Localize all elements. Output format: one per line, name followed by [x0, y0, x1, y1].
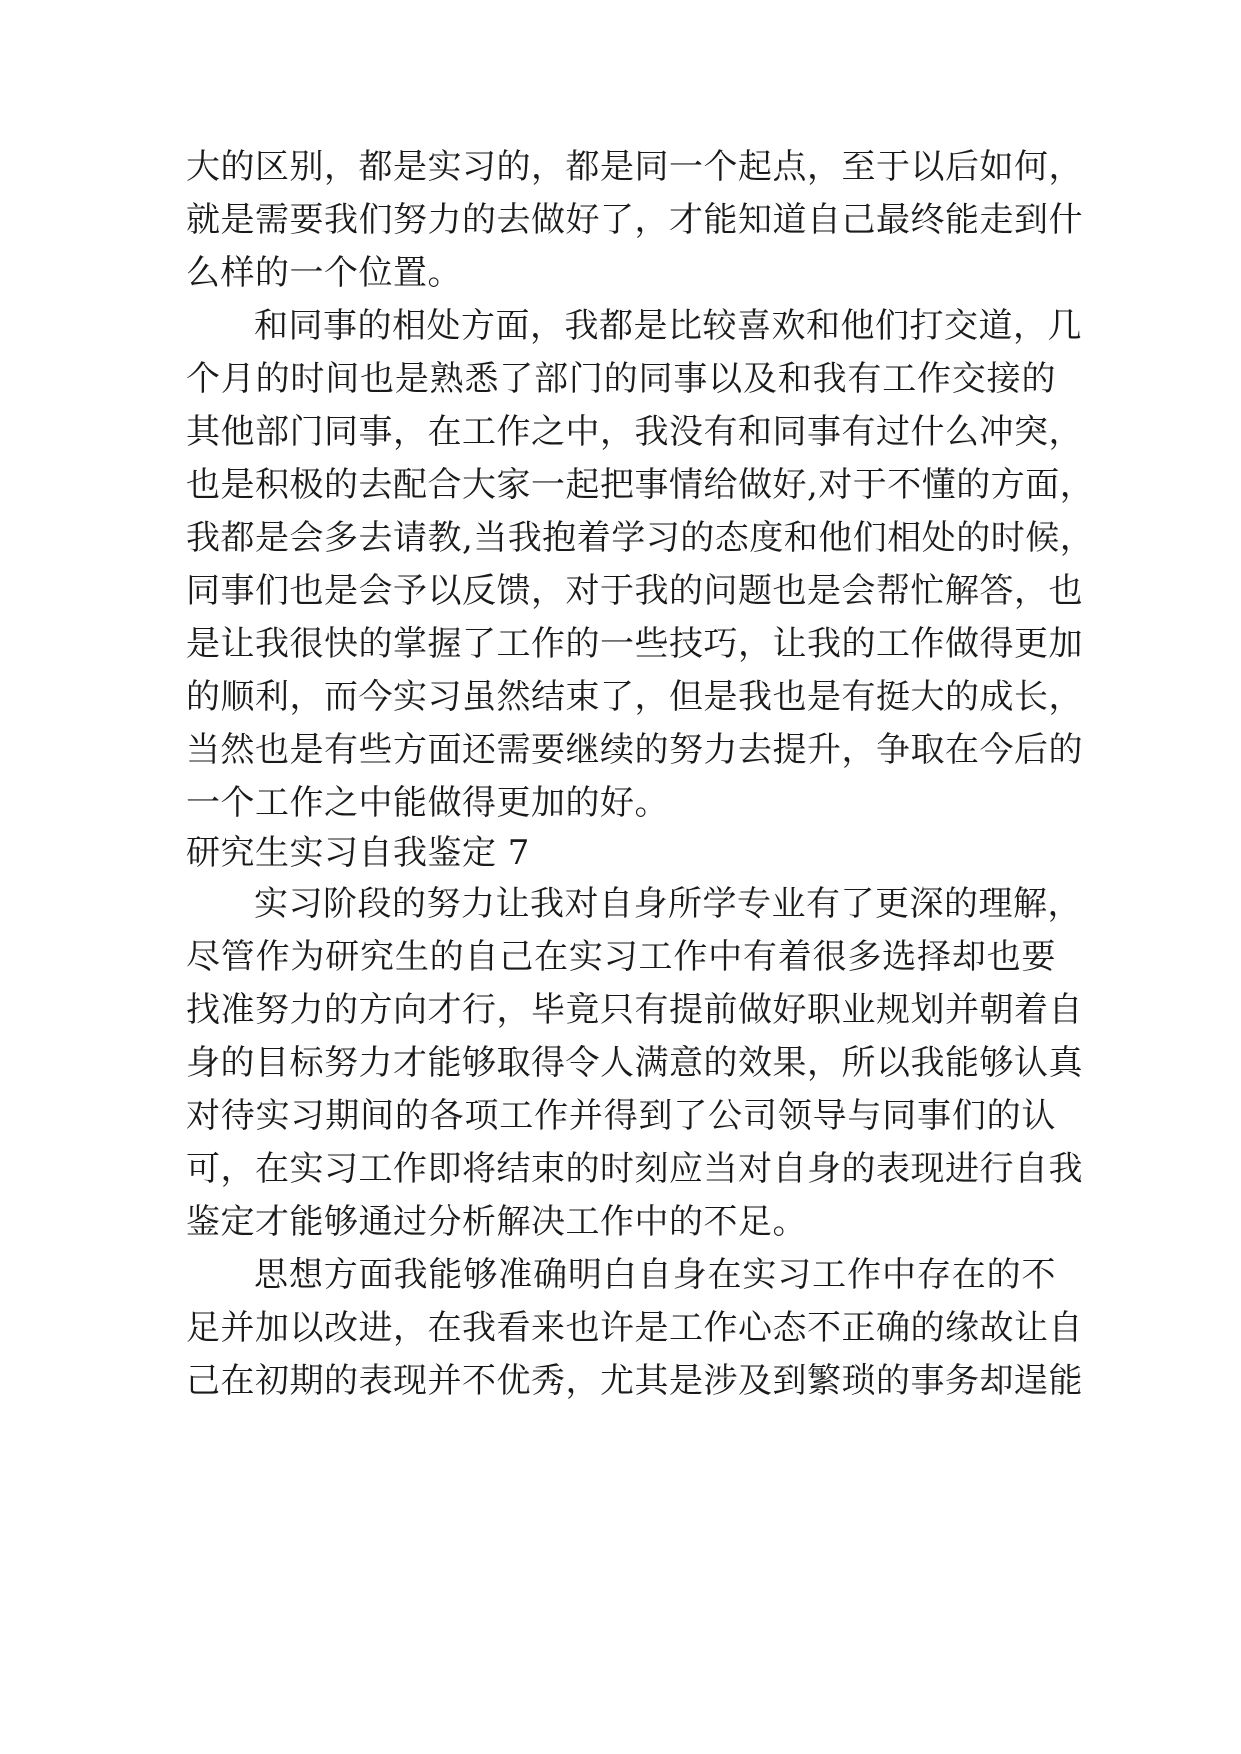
paragraph-line: 当然也是有些方面还需要继续的努力去提升，争取在今后的 [186, 730, 1083, 770]
paragraph-line: 鉴定才能够通过分析解决工作中的不足。 [186, 1202, 807, 1242]
paragraph-line: 么样的一个位置。 [186, 253, 462, 293]
paragraph-line: 尽管作为研究生的自己在实习工作中有着很多选择却也要 [186, 937, 1056, 977]
paragraph-line: 身的目标努力才能够取得令人满意的效果，所以我能够认真 [186, 1043, 1083, 1083]
paragraph-line: 是让我很快的掌握了工作的一些技巧，让我的工作做得更加 [186, 624, 1083, 664]
paragraph-line: 其他部门同事，在工作之中，我没有和同事有过什么冲突， [186, 412, 1083, 452]
paragraph-line: 大的区别，都是实习的，都是同一个起点，至于以后如何， [186, 147, 1083, 187]
section-heading: 研究生实习自我鉴定 7 [186, 833, 530, 873]
paragraph-line: 找准努力的方向才行，毕竟只有提前做好职业规划并朝着自 [186, 990, 1083, 1030]
paragraph-line: 我都是会多去请教,当我抱着学习的态度和他们相处的时候， [186, 518, 1095, 558]
paragraph-line: 和同事的相处方面，我都是比较喜欢和他们打交道，几 [254, 306, 1082, 346]
paragraph-line: 的顺利，而今实习虽然结束了，但是我也是有挺大的成长， [186, 677, 1083, 717]
paragraph-line: 也是积极的去配合大家一起把事情给做好,对于不懂的方面， [186, 465, 1095, 505]
paragraph-line: 足并加以改进，在我看来也许是工作心态不正确的缘故让自 [186, 1308, 1083, 1348]
paragraph-line: 对待实习期间的各项工作并得到了公司领导与同事们的认 [186, 1096, 1056, 1136]
paragraph-line: 个月的时间也是熟悉了部门的同事以及和我有工作交接的 [186, 359, 1056, 399]
paragraph-line: 一个工作之中能做得更加的好。 [186, 783, 669, 823]
paragraph-line: 实习阶段的努力让我对自身所学专业有了更深的理解， [254, 884, 1082, 924]
paragraph-line: 思想方面我能够准确明白自身在实习工作中存在的不 [254, 1255, 1056, 1295]
paragraph-line: 可，在实习工作即将结束的时刻应当对自身的表现进行自我 [186, 1149, 1083, 1189]
paragraph-line: 就是需要我们努力的去做好了，才能知道自己最终能走到什 [186, 200, 1083, 240]
paragraph-line: 己在初期的表现并不优秀，尤其是涉及到繁琐的事务却逞能 [186, 1361, 1083, 1401]
paragraph-line: 同事们也是会予以反馈，对于我的问题也是会帮忙解答，也 [186, 571, 1083, 611]
